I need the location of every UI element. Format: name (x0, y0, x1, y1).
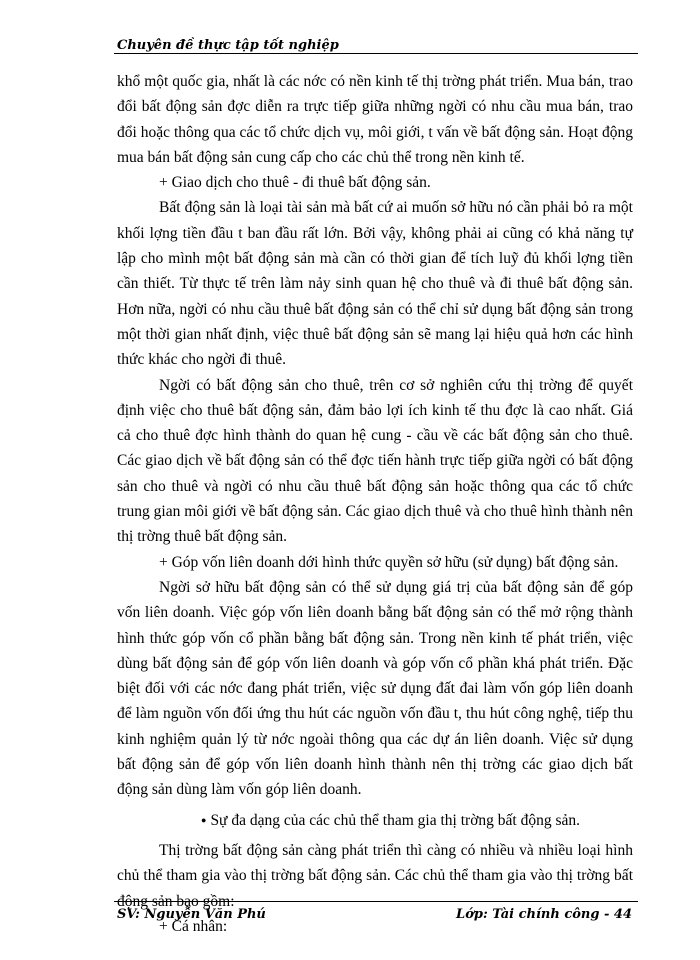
footer-divider (114, 901, 638, 902)
bullet-item (117, 808, 633, 833)
list-item-subheading: + Cá nhân: (159, 917, 228, 935)
paragraph: Thị trờng bất động sản càng phát triển thì càng có nhiều và nhiều loại hình chủ thể tham gia vào thị trờng bất động sản. Các chủ thể tham gia vào thị trờng bất động sản bao gồm: (117, 841, 633, 910)
paragraph: khổ một quốc gia, nhất là các nớc có nền kinh tế thị trờng phát triển. Mua bán, trao đổi bất động sản đợc diễn ra trực tiếp giữa những ngời có nhu cầu mua bán, trao đổi hoặc thông qua các tổ chức dịch vụ, môi giới, t vấn về bất động sản. Hoạt động mua bán bất động sản cung cấp cho các chủ thể trong nền kinh tế. (117, 73, 633, 166)
footer-class-page: Lớp: Tài chính công - 44 (456, 907, 632, 922)
paragraph: Ngời sở hữu bất động sản có thể sử dụng giá trị của bất động sản để góp vốn liên doanh. Việc góp vốn liên doanh bằng bất động sản có thể mở rộng thành hình thức góp vốn cổ phần bằng bất động sản. Trong nền kinh tế phát triển, việc dùng bất động sản để góp vốn liên doanh và góp vốn cổ phần khá phát triển. Đặc biệt đối với các nớc đang phát triển, việc sử dụng đất đai làm vốn góp liên doanh để làm nguồn vốn đối ứng thu hút các nguồn vốn đầu t, thu hút công nghệ, tiếp thu kinh nghiệm quản lý từ nớc ngoài thông qua các dự án liên doanh. Việc sử dụng bất động sản để góp vốn liên doanh hình thành nên thị trờng các giao dịch bất động sản dùng làm vốn góp liên doanh. (117, 578, 633, 799)
header-divider (114, 53, 638, 54)
bullet-icon: ● (201, 814, 207, 825)
footer-student-name: SV: Nguyễn Văn Phú (117, 907, 266, 922)
page-body (117, 69, 633, 939)
list-item-subheading: + Góp vốn liên doanh dới hình thức quyền sở hữu (sử dụng) bất động sản. (159, 553, 619, 571)
bullet-text: Sự đa dạng của các chủ thể tham gia thị trờng bất động sản. (210, 811, 580, 829)
header-title: Chuyên đề thực tập tốt nghiệp (117, 38, 339, 53)
list-item-subheading: + Giao dịch cho thuê - đi thuê bất động sản. (159, 174, 431, 192)
paragraph: Ngời có bất động sản cho thuê, trên cơ sở nghiên cứu thị trờng để quyết định việc cho thuê bất động sản, đảm bảo lợi ích kinh tế thu đợc là cao nhất. Giá cả cho thuê đợc hình thành do quan hệ cung - cầu về các bất động sản cho thuê. Các giao dịch về bất động sản có thể đợc tiến hành trực tiếp giữa ngời có bất động sản cho thuê và ngời có nhu cầu thuê bất động sản hoặc thông qua các tổ chức trung gian môi giới về bất động sản. Các giao dịch thuê và cho thuê hình thành nên thị trờng thuê bất động sản. (117, 376, 633, 546)
paragraph: Bất động sản là loại tài sản mà bất cứ ai muốn sở hữu nó cần phải bỏ ra một khối lợng tiền đầu t ban đầu rất lớn. Bởi vậy, không phải ai cũng có khả năng tự lập cho mình một bất động sản mà cần có thời gian để tích luỹ đủ khối lợng tiền cần thiết. Từ thực tế trên làm nảy sinh quan hệ cho thuê và đi thuê bất động sản. Hơn nữa, ngời có nhu cầu thuê bất động sản có thể chỉ sử dụng bất động sản trong một thời gian nhất định, việc thuê bất động sản sẽ mang lại hiệu quả hơn các hình thức khác cho ngời đi thuê. (117, 199, 633, 369)
